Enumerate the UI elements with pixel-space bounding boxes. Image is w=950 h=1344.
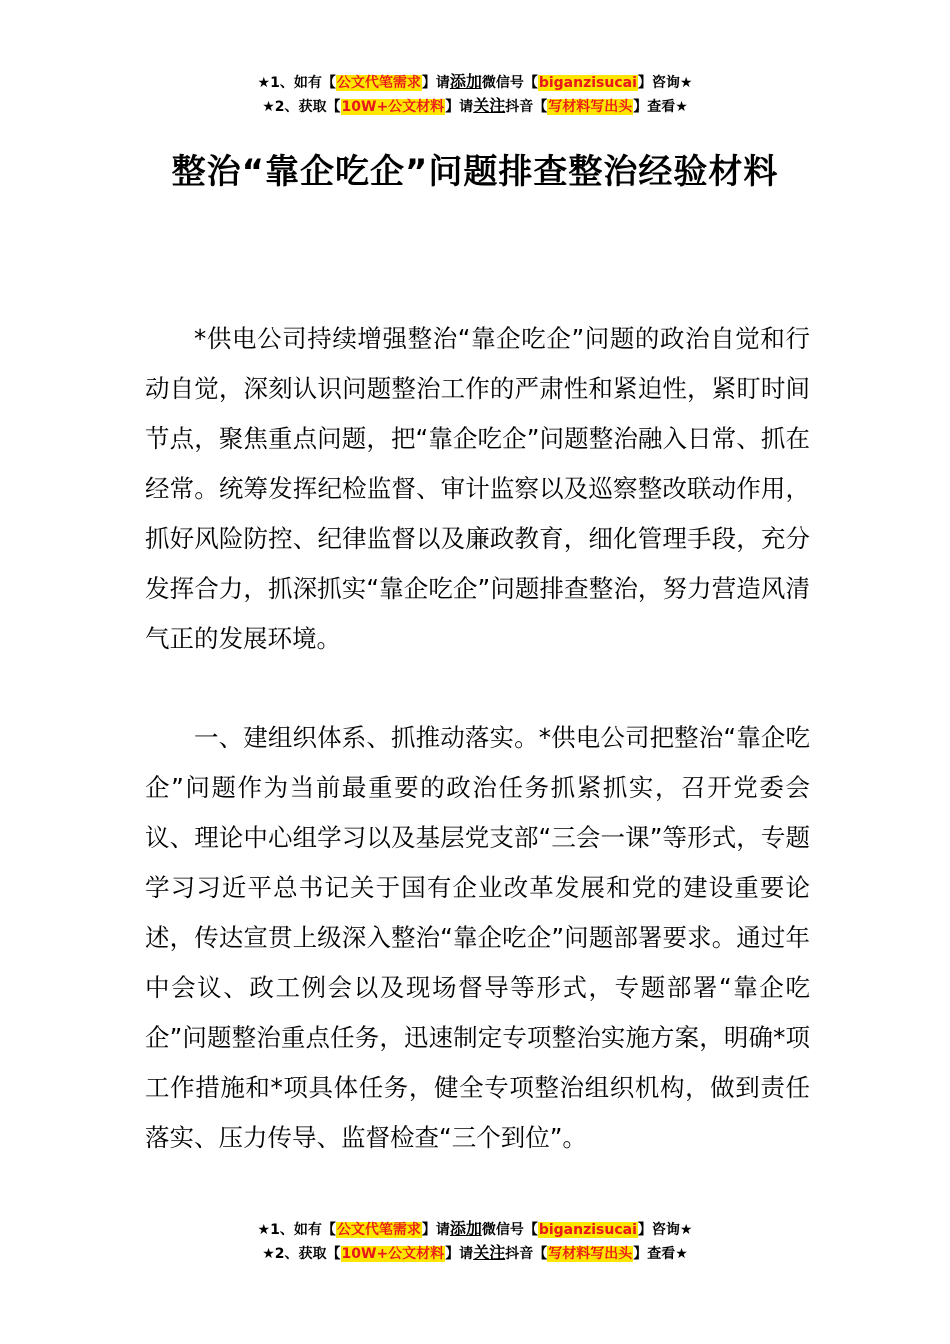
banner-text: 抖音【 — [505, 1246, 548, 1262]
banner-text: ★1、如有【 — [257, 1222, 336, 1238]
banner-emphasis: 添加 — [449, 72, 482, 91]
banner-text: 微信号【 — [481, 75, 538, 91]
banner-text: ★1、如有【 — [257, 75, 336, 91]
banner-text: ★2、获取【 — [262, 99, 341, 115]
banner-text: 】请 — [445, 99, 474, 115]
banner-line-2 — [0, 94, 950, 118]
banner-text: 】查看★ — [633, 1246, 688, 1262]
document-title: 整治“靠企吃企”问题排查整治经验材料 — [171, 152, 779, 192]
footer-banner — [0, 1217, 950, 1265]
banner-highlight: 10W+公文材料 — [341, 1246, 445, 1262]
banner-text: 】请 — [445, 1246, 474, 1262]
banner-text: 】请 — [421, 75, 450, 91]
banner-line-2 — [0, 1241, 950, 1265]
banner-text: 】咨询★ — [637, 1222, 693, 1238]
body-paragraph: *供电公司持续增强整治“靠企吃企”问题的政治自觉和行动自觉，深刻认识问题整治工作的严肃性和紧迫性，紧盯时间节点，聚焦重点问题，把“靠企吃企”问题整治融入日常、抓在经常。统筹发挥纪检监督、审计监察以及巡察整改联动作用，抓好风险防控、纪律监督以及廉政教育，细化管理手段，充分发挥合力，抓深抓实“靠企吃企”问题排查整治，努力营造风清气正的发展环境。 — [145, 323, 810, 653]
banner-highlight: biganzisucai — [538, 1222, 637, 1238]
banner-emphasis: 添加 — [449, 1219, 482, 1238]
banner-highlight: 10W+公文材料 — [341, 99, 445, 115]
banner-line-1 — [0, 1217, 950, 1241]
banner-text: 微信号【 — [481, 1222, 538, 1238]
header-banner — [0, 70, 950, 118]
banner-text: 】查看★ — [633, 99, 688, 115]
banner-highlight: 写材料写出头 — [548, 1246, 633, 1262]
banner-highlight: 写材料写出头 — [548, 99, 633, 115]
banner-text: 】咨询★ — [637, 75, 693, 91]
banner-text: ★2、获取【 — [262, 1246, 341, 1262]
banner-emphasis: 关注 — [473, 1243, 506, 1262]
body-paragraph: 一、建组织体系、抓推动落实。*供电公司把整治“靠企吃企”问题作为当前最重要的政治任务抓紧抓实，召开党委会议、理论中心组学习以及基层党支部“三会一课”等形式，专题学习习近平总书记关于国有企业改革发展和党的建设重要论述，传达宣贯上级深入整治“靠企吃企”问题部署要求。通过年中会议、政工例会以及现场督导等形式，专题部署“靠企吃企”问题整治重点任务，迅速制定专项整治实施方案，明确*项工作措施和*项具体任务，健全专项整治组织机构，做到责任落实、压力传导、监督检查“三个到位”。 — [145, 722, 810, 1152]
banner-highlight: 公文代笔需求 — [336, 75, 421, 91]
banner-highlight: biganzisucai — [538, 75, 637, 91]
banner-text: 抖音【 — [505, 99, 548, 115]
banner-text: 】请 — [421, 1222, 450, 1238]
banner-highlight: 公文代笔需求 — [336, 1222, 421, 1238]
banner-line-1 — [0, 70, 950, 94]
banner-emphasis: 关注 — [473, 96, 506, 115]
